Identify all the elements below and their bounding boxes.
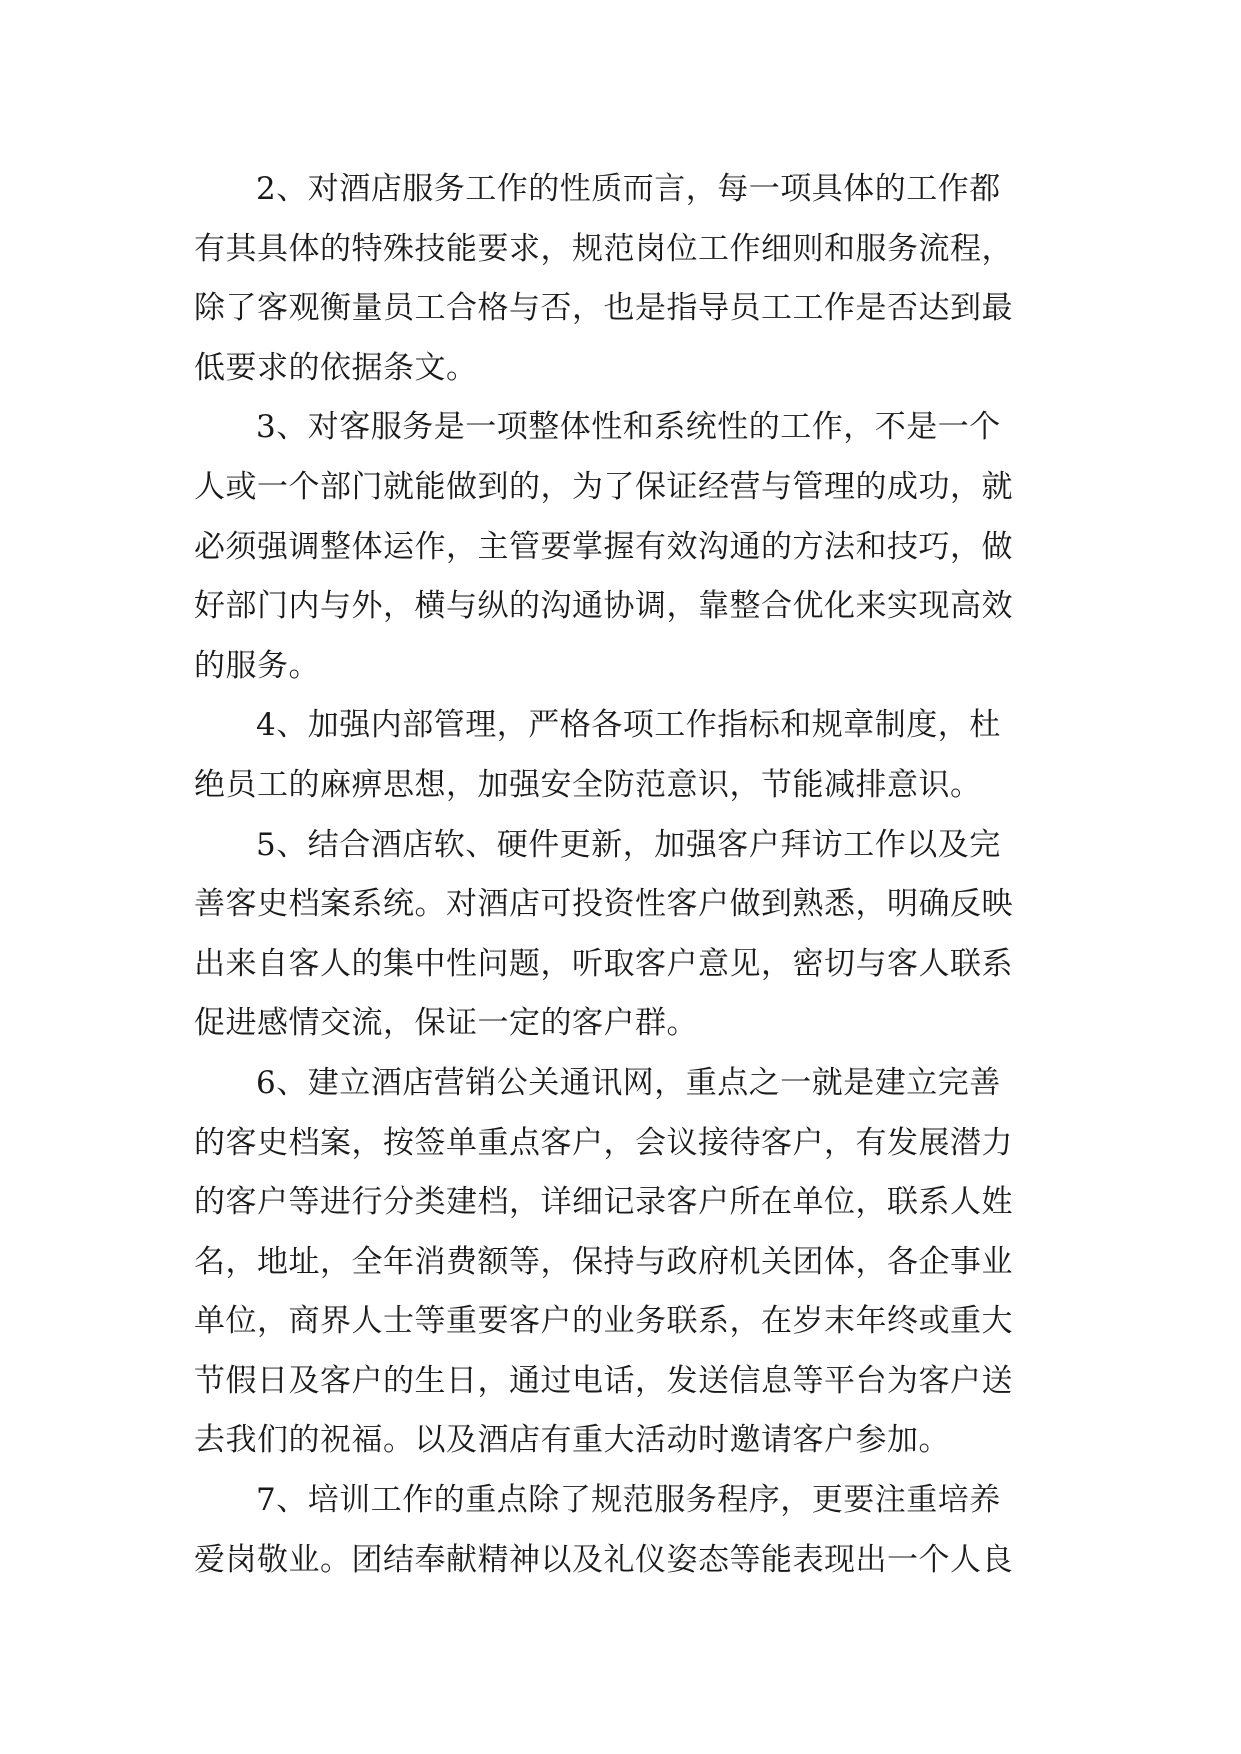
text-line: 出来自客人的集中性问题，听取客户意见，密切与客人联系	[194, 945, 1013, 982]
text-line: 4、加强内部管理，严格各项工作指标和规章制度，杜	[256, 707, 1001, 744]
text-line: 3、对客服务是一项整体性和系统性的工作，不是一个	[256, 409, 1001, 446]
text-line: 7、培训工作的重点除了规范服务程序，更要注重培养	[256, 1482, 1001, 1519]
document-body	[194, 160, 1054, 1590]
text-line: 单位，商界人士等重要客户的业务联系，在岁末年终或重大	[194, 1303, 1013, 1340]
text-line: 的服务。	[194, 647, 320, 684]
text-line: 去我们的祝福。以及酒店有重大活动时邀请客户参加。	[194, 1422, 950, 1459]
text-line: 绝员工的麻痹思想，加强安全防范意识，节能减排意识。	[194, 766, 982, 803]
text-line: 善客史档案系统。对酒店可投资性客户做到熟悉，明确反映	[194, 886, 1013, 923]
text-line: 有其具体的特殊技能要求，规范岗位工作细则和服务流程，	[194, 230, 1013, 267]
text-line: 的客史档案，按签单重点客户，会议接待客户，有发展潜力	[194, 1124, 1013, 1161]
text-line: 好部门内与外，横与纵的沟通协调，靠整合优化来实现高效	[194, 588, 1013, 625]
text-line: 2、对酒店服务工作的性质而言，每一项具体的工作都	[256, 171, 1001, 207]
text-line: 低要求的依据条文。	[194, 349, 478, 386]
text-line: 节假日及客户的生日，通过电话，发送信息等平台为客户送	[194, 1362, 1013, 1399]
text-line: 促进感情交流，保证一定的客户群。	[194, 1005, 698, 1042]
text-line: 人或一个部门就能做到的，为了保证经营与管理的成功，就	[194, 468, 1013, 505]
text-line: 5、结合酒店软、硬件更新，加强客户拜访工作以及完	[256, 826, 1001, 863]
text-line: 的客户等进行分类建档，详细记录客户所在单位，联系人姓	[194, 1184, 1013, 1221]
text-line: 6、建立酒店营销公关通讯网，重点之一就是建立完善	[256, 1064, 1001, 1101]
text-line: 必须强调整体运作，主管要掌握有效沟通的方法和技巧，做	[194, 528, 1013, 565]
text-line: 爱岗敬业。团结奉献精神以及礼仪姿态等能表现出一个人良	[194, 1541, 1013, 1578]
text-line: 除了客观衡量员工合格与否，也是指导员工工作是否达到最	[194, 290, 1013, 327]
text-line: 名，地址，全年消费额等，保持与政府机关团体，各企事业	[194, 1243, 1013, 1280]
